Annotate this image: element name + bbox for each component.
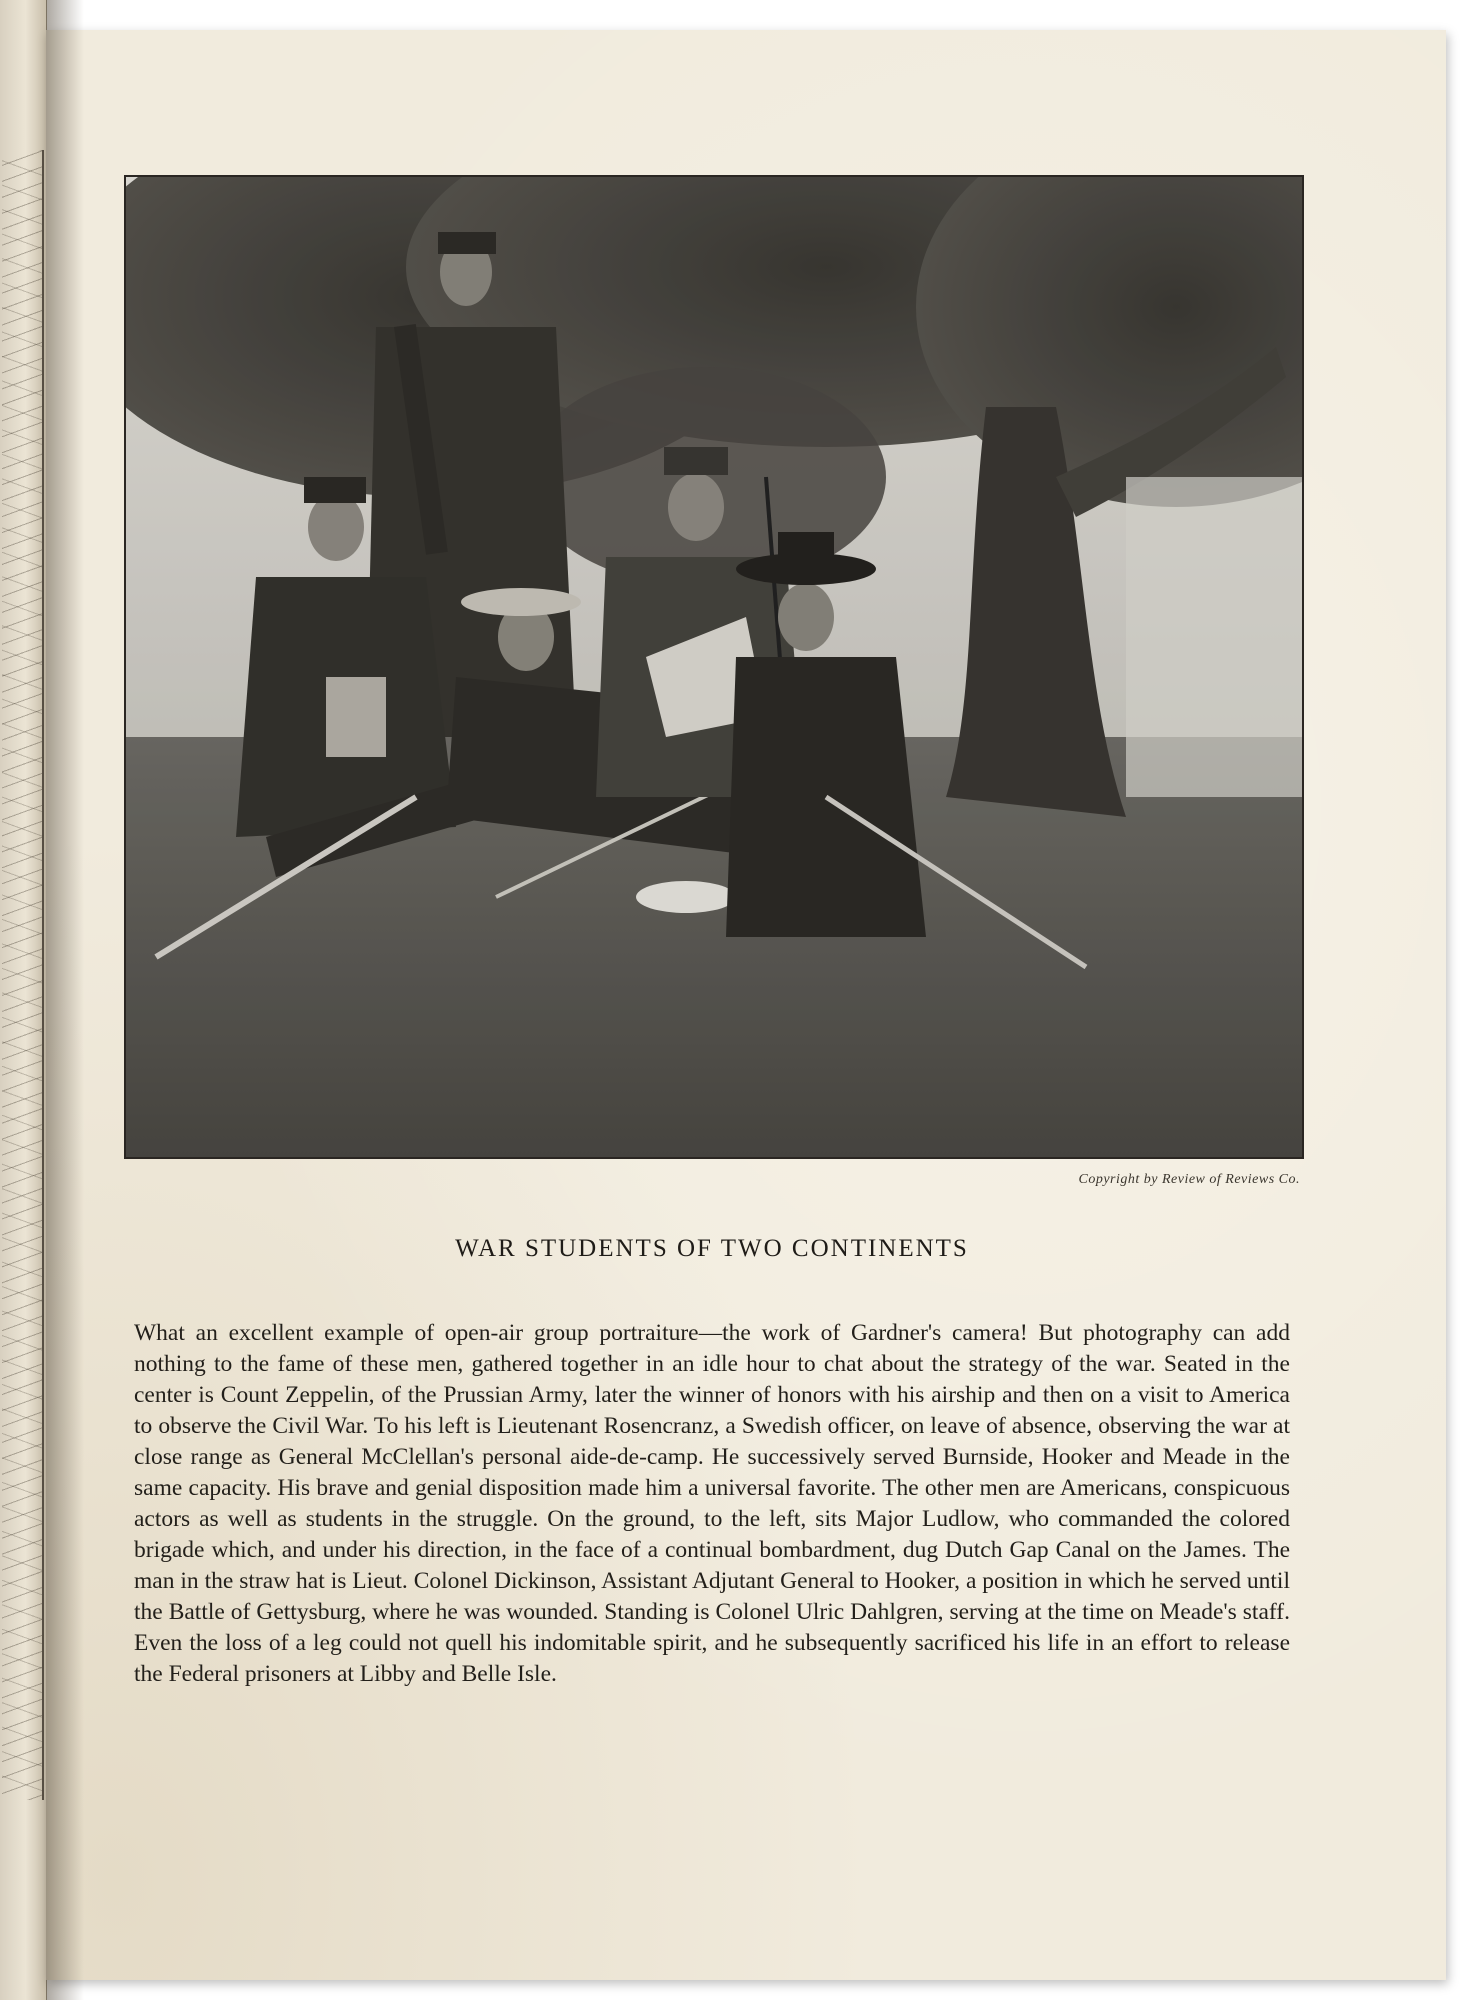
gutter-shadow [46, 0, 84, 2000]
caption-title: WAR STUDENTS OF TWO CONTINENTS [455, 1235, 969, 1262]
book-page [46, 30, 1446, 1980]
photograph-image [126, 177, 1302, 1157]
caption-body: What an excellent example of open-air group portraiture—the work of Gardner's camera! But photography can add nothing to the fame of these men, gathered together in an idle hour to chat about the strategy of the war. Seated in the center is Count Zeppelin, of the Prussian Army, later the winner of honors with his airship and then on a visit to America to observe the Civil War. To his left is Lieutenant Rosencranz, a Swedish officer, on leave of absence, observing the war at close range as General McClellan's personal aide-de-camp. He successively served Burnside, Hooker and Meade in the same capacity. His brave and genial disposition made him a universal favorite. The other men are Americans, conspicuous actors as well as students in the struggle. On the ground, to the left, sits Major Ludlow, who commanded the colored brigade which, and under his direction, in the face of a continual bombardment, dug Dutch Gap Canal on the James. The man in the straw hat is Lieut. Colonel Dickinson, Assistant Adjutant General to Hooker, a position in which he served until the Battle of Gettysburg, where he was wounded. Standing is Colonel Ulric Dahlgren, serving at the time on Meade's staff. Even the loss of a leg could not quell his indomitable spirit, and he subsequently sacrificed his life in an effort to release the Federal prisoners at Libby and Belle Isle. [134, 1320, 1290, 1687]
photo-credit: Copyright by Review of Reviews Co. [1078, 1172, 1300, 1187]
group-photograph [124, 175, 1304, 1159]
left-page-edge [0, 0, 47, 2000]
left-page-ornament [2, 150, 44, 1800]
